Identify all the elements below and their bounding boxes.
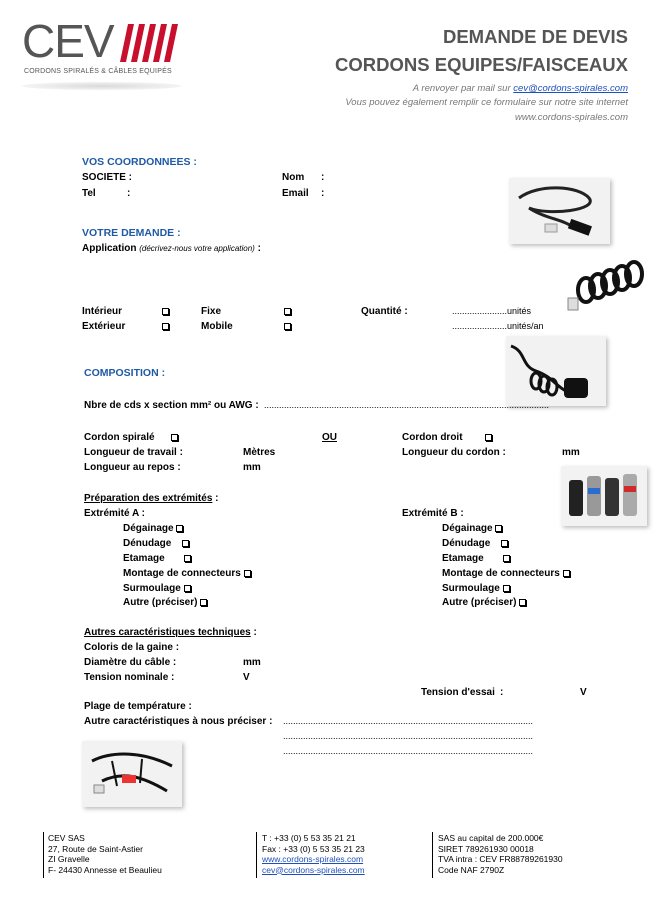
quantite-unites-field[interactable]: ......................unités	[452, 306, 532, 316]
fixe-label: Fixe	[201, 306, 222, 317]
footer-divider-3	[432, 832, 433, 878]
coordonnees-heading: VOS COORDONNEES :	[82, 156, 197, 168]
page-title-line2: CORDONS EQUIPES/FAISCEAUX	[335, 54, 628, 75]
quantite-label: Quantité :	[361, 306, 408, 317]
website-form-note: Vous pouvez également remplir ce formulaire sur notre site internet	[345, 97, 628, 108]
a-degainage-option[interactable]	[123, 523, 183, 534]
longueur-repos-unit: mm	[243, 462, 261, 473]
b-degainage-option[interactable]	[442, 523, 502, 534]
extremites-heading-text: Préparation des extrémités	[84, 493, 213, 504]
b-autre-option[interactable]	[442, 597, 526, 608]
b-montage-label: Montage de connecteurs	[442, 568, 560, 579]
footer-email-link[interactable]: cev@cordons-spirales.com	[262, 864, 365, 875]
footer-city: F- 24430 Annesse et Beaulieu	[48, 864, 162, 875]
longueur-cordon-unit: mm	[562, 447, 580, 458]
exterieur-label: Extérieur	[82, 321, 126, 332]
email-colon: :	[321, 188, 325, 199]
a-etamage-checkbox[interactable]	[184, 555, 191, 562]
a-denudage-option[interactable]	[123, 538, 189, 549]
interieur-label: Intérieur	[82, 306, 123, 317]
cordon-spirale-label: Cordon spiralé	[84, 432, 155, 443]
footer-company: CEV SAS	[48, 833, 85, 843]
logo-stripes-icon	[120, 24, 186, 64]
b-degainage-label: Dégainage	[442, 523, 493, 534]
nom-colon: :	[321, 172, 325, 183]
b-surmoulage-checkbox[interactable]	[503, 585, 510, 592]
a-denudage-label: Dénudage	[123, 538, 172, 549]
cordon-droit-label: Cordon droit	[402, 432, 463, 443]
page-title-line1: DEMANDE DE DEVIS	[442, 26, 628, 47]
diametre-unit: mm	[243, 657, 261, 668]
cable-photo-1	[509, 178, 610, 244]
a-montage-label: Montage de connecteurs	[123, 568, 241, 579]
logo-wordmark: CEV	[22, 15, 114, 67]
a-montage-option[interactable]	[123, 568, 251, 579]
a-etamage-option[interactable]	[123, 553, 191, 564]
footer-contact	[262, 833, 365, 875]
a-montage-checkbox[interactable]	[244, 570, 251, 577]
autres-heading-colon: :	[253, 627, 257, 638]
footer-divider-2	[256, 832, 257, 878]
extremite-a-label: Extrémité A :	[84, 508, 145, 519]
footer-tva: TVA intra : CEV FR88789261930	[438, 854, 563, 864]
quantite-unites-an-field[interactable]: ......................unités/an	[452, 321, 544, 331]
b-montage-checkbox[interactable]	[563, 570, 570, 577]
longueur-cordon-label: Longueur du cordon :	[402, 447, 506, 458]
coloris-label: Coloris de la gaine :	[84, 642, 180, 653]
nbre-cds-field[interactable]: ..................................................................................................................	[264, 400, 550, 410]
footer-fax: Fax : +33 (0) 5 53 35 21 23	[262, 843, 365, 854]
plug-cord-photo	[506, 336, 606, 406]
exterieur-checkbox[interactable]	[162, 323, 169, 330]
b-autre-label: Autre (préciser)	[442, 597, 517, 608]
nom-label: Nom	[282, 172, 305, 183]
b-surmoulage-label: Surmoulage	[442, 583, 500, 594]
demande-heading: VOTRE DEMANDE :	[82, 227, 181, 239]
tension-essai-colon: :	[500, 687, 504, 698]
tel-label: Tel	[82, 188, 96, 199]
a-autre-checkbox[interactable]	[200, 599, 207, 606]
logo-shadow	[22, 82, 182, 90]
autre-car-field-1[interactable]: ....................................................................................................	[283, 716, 534, 726]
tension-nominale-label: Tension nominale :	[84, 672, 175, 683]
b-denudage-label: Dénudage	[442, 538, 491, 549]
logo-tagline: CORDONS SPIRALÉS & CÂBLES EQUIPÉS	[24, 68, 172, 75]
footer-naf: Code NAF 2790Z	[438, 864, 505, 875]
send-note-prefix: A renvoyer par mail sur	[412, 83, 514, 94]
a-autre-option[interactable]	[123, 597, 207, 608]
a-etamage-label: Etamage	[123, 553, 165, 564]
connectors-photo	[561, 466, 647, 526]
a-autre-label: Autre (préciser)	[123, 597, 198, 608]
b-montage-option[interactable]	[442, 568, 570, 579]
tel-colon: :	[127, 188, 131, 199]
autre-car-field-2[interactable]: ....................................................................................................	[283, 731, 534, 741]
extremites-heading-colon: :	[215, 493, 219, 504]
application-label	[82, 243, 261, 254]
tension-essai-label: Tension d'essai	[421, 687, 495, 698]
a-degainage-checkbox[interactable]	[176, 525, 183, 532]
nbre-cds-label: Nbre de cds x section mm² ou AWG :	[84, 400, 259, 411]
application-text: Application	[82, 243, 137, 254]
b-degainage-checkbox[interactable]	[495, 525, 502, 532]
send-by-mail-note	[413, 83, 628, 94]
extremites-heading	[84, 493, 219, 504]
b-denudage-option[interactable]	[442, 538, 508, 549]
footer-website-link[interactable]: www.cordons-spirales.com	[262, 854, 364, 864]
cordon-droit-checkbox[interactable]	[485, 434, 492, 441]
longueur-travail-label: Longueur de travail :	[84, 447, 183, 458]
a-surmoulage-label: Surmoulage	[123, 583, 181, 594]
autres-heading-text: Autres caractéristiques techniques	[84, 627, 251, 638]
a-degainage-label: Dégainage	[123, 523, 174, 534]
autres-heading	[84, 627, 257, 638]
application-colon: :	[257, 243, 261, 254]
b-etamage-checkbox[interactable]	[503, 555, 510, 562]
societe-label: SOCIETE :	[82, 172, 133, 183]
tension-essai-unit: V	[580, 687, 587, 698]
b-etamage-option[interactable]	[442, 553, 510, 564]
longueur-repos-label: Longueur au repos :	[84, 462, 181, 473]
email-label: Email	[282, 188, 309, 199]
b-etamage-label: Etamage	[442, 553, 484, 564]
plage-temperature-label: Plage de température :	[84, 701, 192, 712]
footer-street: 27, Route de Saint-Astier	[48, 843, 143, 854]
footer-capital: SAS au capital de 200.000€	[438, 833, 544, 843]
diametre-label: Diamètre du câble :	[84, 657, 177, 668]
autre-car-label: Autre caractéristiques à nous préciser :	[84, 716, 273, 727]
harness-photo	[82, 741, 182, 807]
footer-legal	[438, 833, 563, 875]
footer-siret: SIRET 789261930 00018	[438, 843, 534, 854]
cordon-spirale-checkbox[interactable]	[171, 434, 178, 441]
b-autre-checkbox[interactable]	[519, 599, 526, 606]
interieur-checkbox[interactable]	[162, 308, 169, 315]
footer-phone: T : +33 (0) 5 53 35 21 21	[262, 833, 356, 843]
fixe-checkbox[interactable]	[284, 308, 291, 315]
header-email-link[interactable]: cev@cordons-spirales.com	[513, 83, 628, 94]
application-hint: (décrivez-nous votre application)	[139, 244, 255, 253]
website-url-note: www.cordons-spirales.com	[515, 112, 628, 123]
ou-separator: OU	[322, 432, 337, 443]
footer-zone: ZI Gravelle	[48, 854, 90, 864]
footer-divider-1	[43, 832, 44, 878]
a-denudage-checkbox[interactable]	[182, 540, 189, 547]
tension-nominale-unit: V	[243, 672, 250, 683]
a-surmoulage-option[interactable]	[123, 583, 191, 594]
autre-car-field-3[interactable]: ....................................................................................................	[283, 746, 534, 756]
composition-heading: COMPOSITION :	[84, 367, 166, 379]
mobile-label: Mobile	[201, 321, 233, 332]
footer-address	[48, 833, 162, 875]
metres-unit: Mètres	[243, 447, 276, 458]
mobile-checkbox[interactable]	[284, 323, 291, 330]
extremite-b-label: Extrémité B :	[402, 508, 464, 519]
b-denudage-checkbox[interactable]	[501, 540, 508, 547]
b-surmoulage-option[interactable]	[442, 583, 510, 594]
spiral-cord-photo	[566, 260, 656, 320]
a-surmoulage-checkbox[interactable]	[184, 585, 191, 592]
